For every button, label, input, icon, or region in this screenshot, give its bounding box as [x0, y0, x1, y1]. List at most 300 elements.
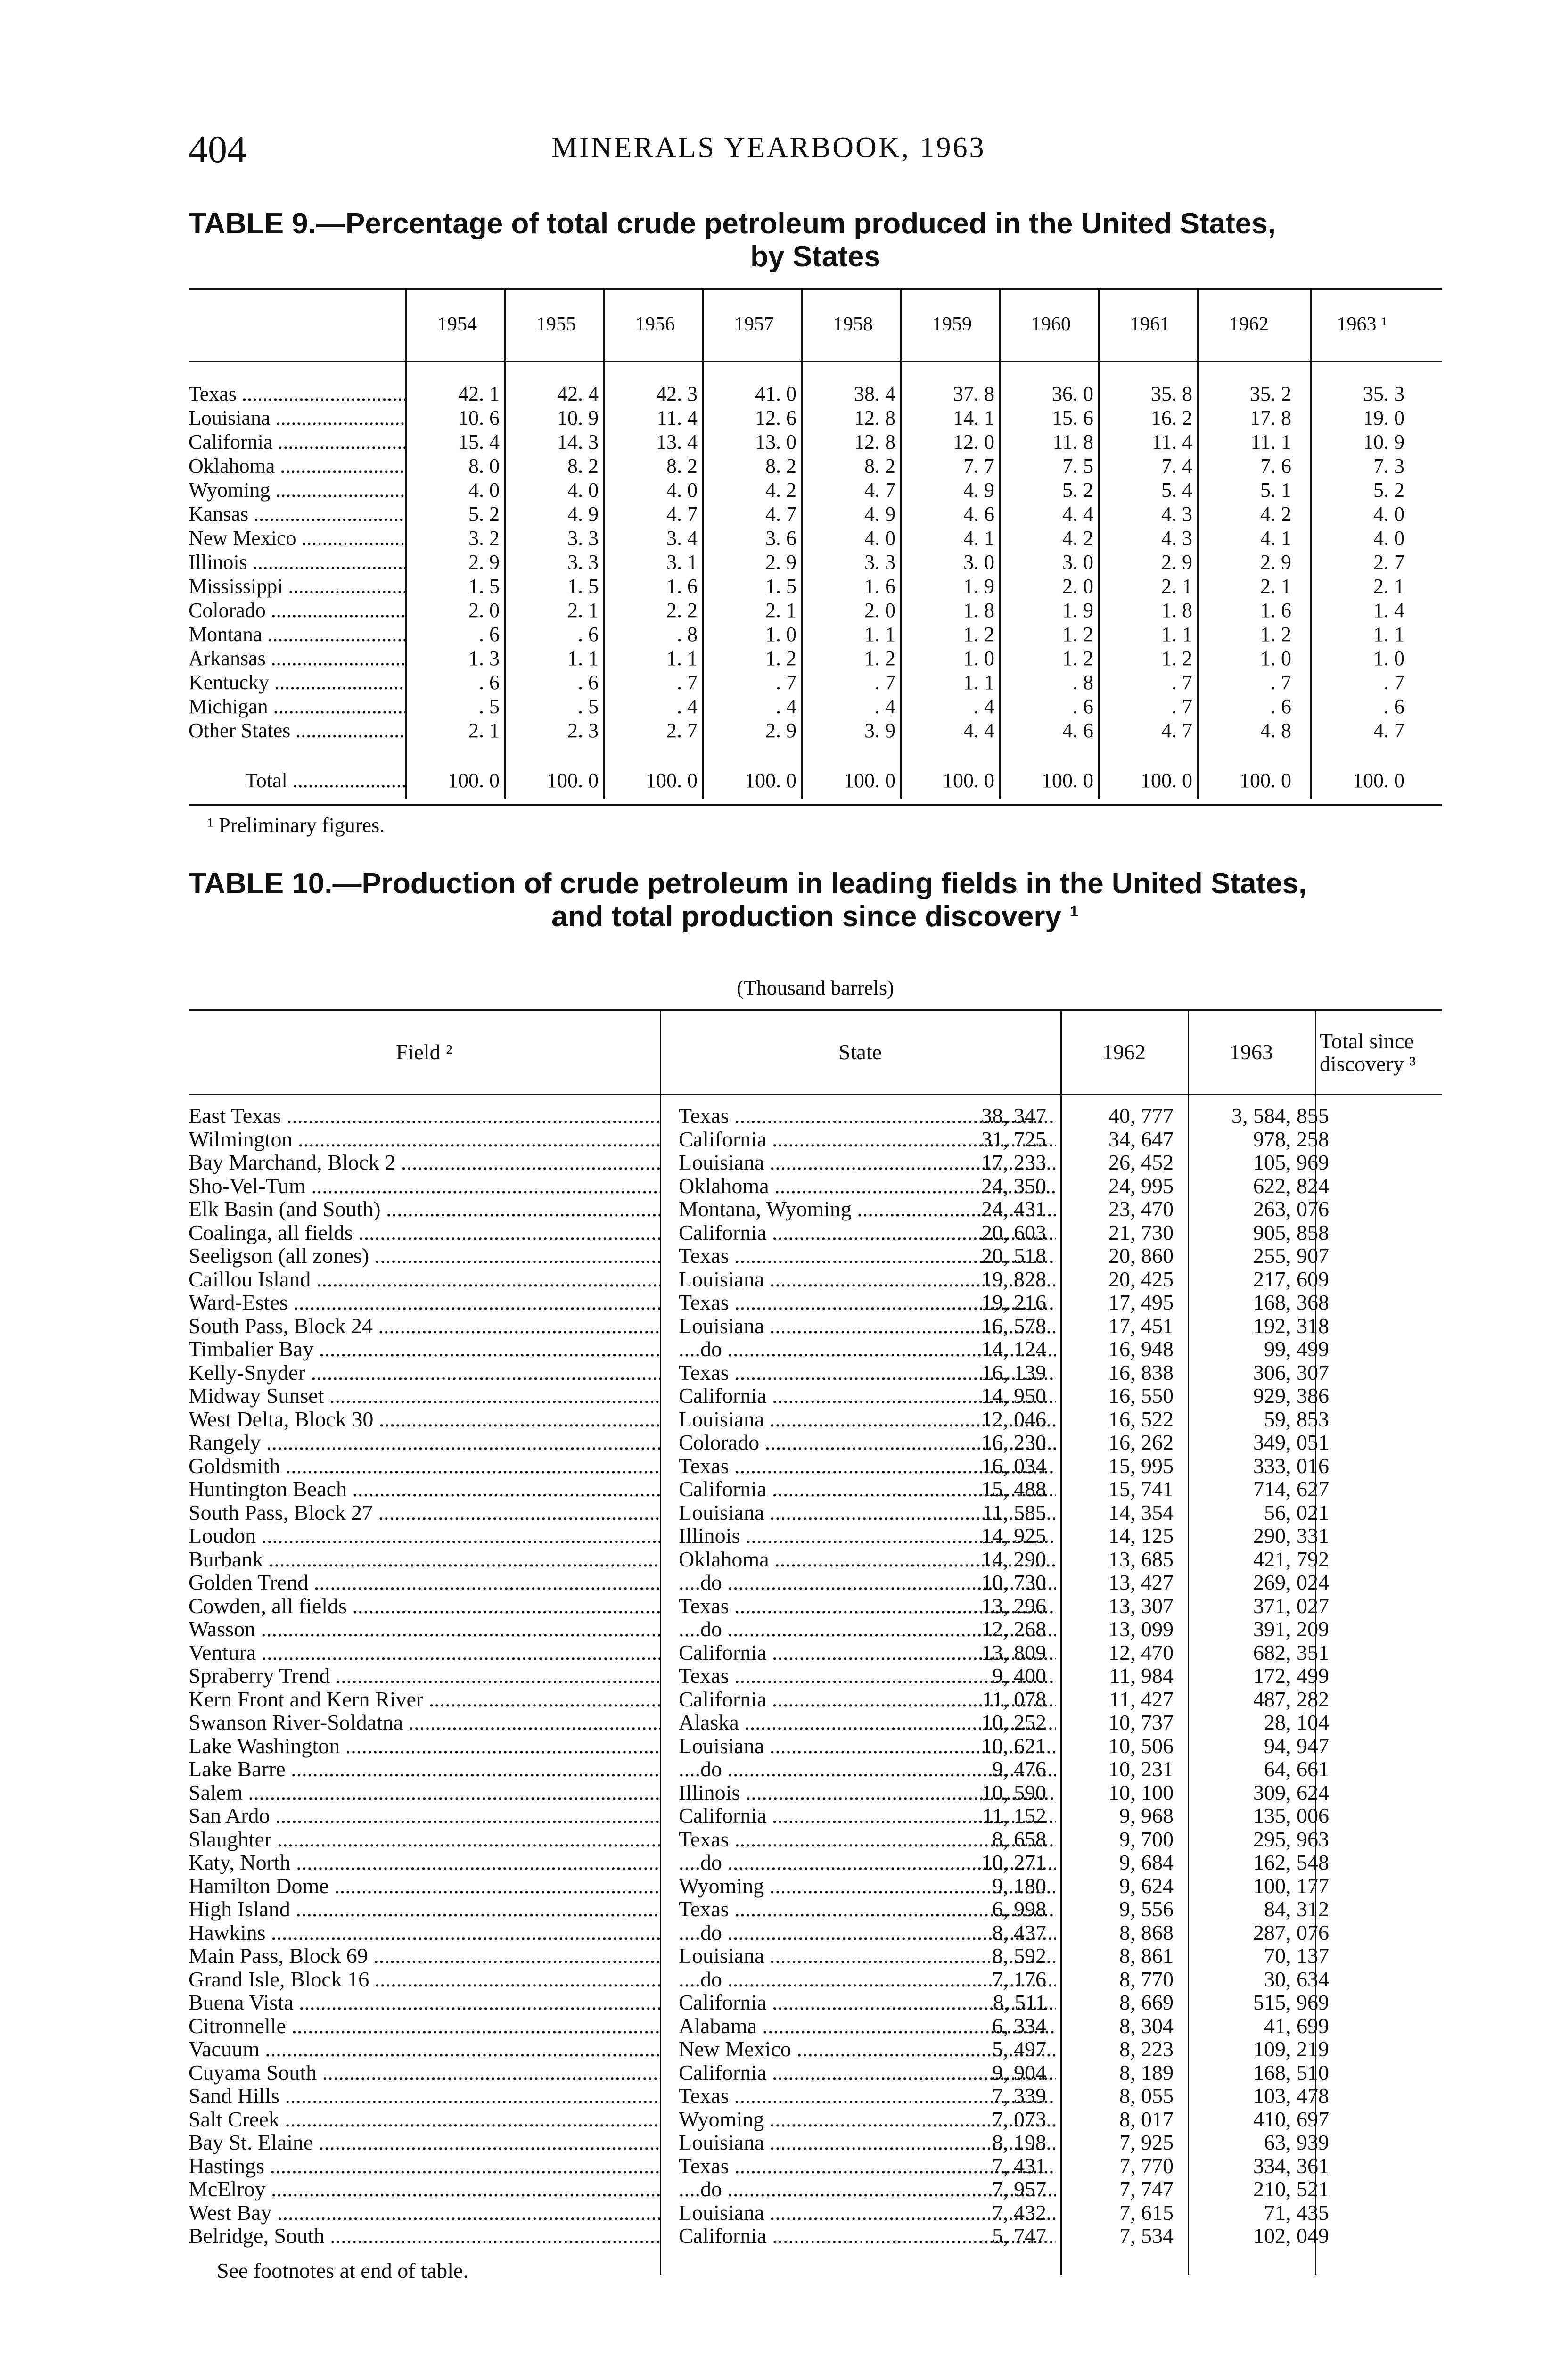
state-name: Montana .....	[189, 622, 405, 646]
field-name: Golden Trend .....	[189, 1570, 660, 1595]
production-1963: 10, 737	[1108, 1710, 1174, 1734]
production-1962: 16, 230	[981, 1430, 1046, 1454]
table9-divider	[603, 290, 605, 799]
total-since-discovery: 63, 939	[1264, 2130, 1329, 2154]
percent-value: 11. 4	[1151, 430, 1192, 453]
state-name: Oklahoma .....	[679, 1173, 1056, 1198]
page-number: 404	[189, 128, 246, 171]
percent-value: 4. 7	[666, 503, 698, 526]
production-1962: 9, 400	[992, 1664, 1046, 1688]
table9-divider	[405, 290, 407, 799]
percent-value: 4. 4	[963, 719, 994, 742]
production-1963: 7, 770	[1119, 2153, 1174, 2178]
table-row	[189, 1873, 1442, 1897]
field-name: Salem .....	[189, 1780, 660, 1805]
percent-value: 1. 6	[666, 575, 698, 598]
percent-value: 4. 3	[1161, 503, 1192, 526]
table9-divider	[702, 290, 704, 799]
table9-top-rule	[189, 288, 1442, 290]
table-row	[189, 1336, 1442, 1360]
production-1962: 14, 925	[981, 1524, 1046, 1548]
total-since-discovery: 172, 499	[1253, 1664, 1329, 1688]
table10-title-line1: TABLE 10.—Production of crude petroleum in leading fields in the United States,	[189, 867, 1307, 900]
percent-value: 1. 2	[1260, 623, 1291, 646]
field-name: Caillou Island .....	[189, 1267, 660, 1292]
table9-year-header: 1961	[1130, 313, 1170, 335]
percent-value: 3. 0	[1062, 551, 1093, 574]
table-row	[189, 1780, 1442, 1804]
table9-year-header: 1958	[833, 313, 873, 335]
percent-value: 1. 1	[1161, 623, 1192, 646]
percent-value: 1. 1	[1373, 623, 1404, 646]
table10-col-state: State	[838, 1040, 882, 1064]
percent-value: . 4	[974, 695, 994, 718]
production-1962: 5, 747	[992, 2224, 1046, 2248]
percent-value: 3. 4	[666, 527, 698, 550]
state-name: Texas .....	[679, 1896, 1056, 1921]
production-1963: 8, 669	[1119, 1990, 1174, 2014]
field-name: Salt Creek .....	[189, 2107, 660, 2132]
state-name: California .....	[679, 2223, 1056, 2248]
table-row	[189, 1150, 1442, 1173]
table-row	[189, 2083, 1442, 2107]
total-value: 100. 0	[943, 769, 994, 792]
field-name: Grand Isle, Block 16 .....	[189, 1967, 660, 1992]
percent-value: 2. 9	[1260, 551, 1291, 574]
percent-value: 1. 1	[963, 671, 994, 694]
production-1962: 17, 233	[981, 1150, 1046, 1174]
percent-value: 12. 8	[854, 430, 895, 453]
state-name: California .....	[679, 1803, 1056, 1828]
field-name: Burbank .....	[189, 1547, 660, 1572]
field-name: San Ardo .....	[189, 1803, 660, 1828]
total-since-discovery: 714, 627	[1253, 1477, 1329, 1501]
state-name: Louisiana .....	[679, 2200, 1056, 2225]
production-1963: 15, 995	[1108, 1453, 1174, 1478]
percent-value: 2. 9	[765, 551, 796, 574]
table-row	[189, 1967, 1442, 1990]
percent-value: 2. 9	[468, 551, 500, 574]
field-name: Loudon .....	[189, 1523, 660, 1548]
production-1963: 9, 684	[1119, 1850, 1174, 1874]
total-since-discovery: 255, 907	[1253, 1244, 1329, 1268]
total-since-discovery: 84, 312	[1264, 1897, 1329, 1921]
total-value: 100. 0	[1353, 769, 1404, 792]
field-name: Lake Washington .....	[189, 1733, 660, 1758]
percent-value: 4. 9	[963, 478, 994, 502]
production-1963: 7, 615	[1119, 2200, 1174, 2225]
table-row	[189, 1500, 1442, 1524]
table-row	[189, 646, 1442, 670]
production-1963: 16, 522	[1108, 1407, 1174, 1431]
percent-value: 7. 6	[1260, 454, 1291, 478]
state-name: California .....	[679, 1476, 1056, 1501]
production-1962: 8, 592	[992, 1944, 1046, 1968]
field-name: Hastings .....	[189, 2153, 660, 2178]
total-since-discovery: 421, 792	[1253, 1547, 1329, 1571]
percent-value: . 4	[677, 695, 698, 718]
total-since-discovery: 306, 307	[1253, 1360, 1329, 1385]
percent-value: 3. 1	[666, 551, 698, 574]
production-1962: 16, 034	[981, 1453, 1046, 1478]
total-since-discovery: 162, 548	[1253, 1850, 1329, 1874]
percent-value: 3. 9	[864, 719, 895, 742]
production-1962: 7, 432	[992, 2200, 1046, 2225]
field-name: Seeligson (all zones) .....	[189, 1243, 660, 1268]
percent-value: 1. 1	[864, 623, 895, 646]
table-row	[189, 1570, 1442, 1593]
table-row	[189, 1453, 1442, 1477]
field-name: Sand Hills .....	[189, 2083, 660, 2108]
field-name: Hamilton Dome .....	[189, 1873, 660, 1898]
table-row	[189, 526, 1442, 550]
percent-value: 3. 3	[567, 551, 599, 574]
state-name: Illinois .....	[679, 1780, 1056, 1805]
state-name: Alaska .....	[679, 1710, 1056, 1735]
percent-value: 7. 4	[1161, 454, 1192, 478]
state-name: Texas .....	[679, 2153, 1056, 2178]
percent-value: 15. 4	[458, 430, 500, 453]
percent-value: 1. 0	[963, 647, 994, 670]
state-name: Montana, Wyoming .....	[679, 1196, 1056, 1221]
percent-value: 5. 2	[468, 503, 500, 526]
percent-value: 3. 2	[468, 527, 500, 550]
production-1963: 15, 741	[1108, 1477, 1174, 1501]
percent-value: 1. 4	[1373, 599, 1404, 622]
total-since-discovery: 210, 521	[1253, 2177, 1329, 2201]
state-name: Louisiana .....	[679, 1313, 1056, 1338]
percent-value: 11. 1	[1250, 430, 1291, 453]
state-name: Louisiana .....	[679, 1407, 1056, 1432]
total-since-discovery: 287, 076	[1253, 1920, 1329, 1945]
total-value: 100. 0	[448, 769, 500, 792]
percent-value: 8. 2	[864, 454, 895, 478]
production-1963: 7, 534	[1119, 2224, 1174, 2248]
table-row	[189, 1127, 1442, 1150]
percent-value: 1. 2	[963, 623, 994, 646]
table-row	[189, 2223, 1442, 2247]
total-since-discovery: 371, 027	[1253, 1593, 1329, 1618]
total-value: 100. 0	[1042, 769, 1093, 792]
total-since-discovery: 102, 049	[1253, 2224, 1329, 2248]
total-value: 100. 0	[1240, 769, 1291, 792]
state-name: ....do .....	[679, 1336, 1056, 1361]
state-name: Kentucky .....	[189, 670, 405, 694]
state-name: Kansas .....	[189, 502, 405, 526]
table10-top-rule	[189, 1009, 1442, 1011]
percent-value: 4. 6	[963, 503, 994, 526]
production-1963: 8, 868	[1119, 1920, 1174, 1945]
total-since-discovery: 41, 699	[1264, 2013, 1329, 2038]
table-row	[189, 1616, 1442, 1640]
production-1962: 7, 339	[992, 2084, 1046, 2108]
field-name: Wilmington .....	[189, 1127, 660, 1152]
production-1963: 10, 506	[1108, 1733, 1174, 1758]
production-1962: 19, 828	[981, 1267, 1046, 1291]
production-1962: 6, 334	[992, 2013, 1046, 2038]
production-1963: 8, 861	[1119, 1944, 1174, 1968]
total-since-discovery: 487, 282	[1253, 1687, 1329, 1711]
percent-value: 42. 4	[557, 382, 599, 405]
production-1963: 16, 262	[1108, 1430, 1174, 1454]
table9-divider	[1098, 290, 1100, 799]
table9-year-header: 1954	[437, 313, 477, 335]
percent-value: 1. 9	[963, 575, 994, 598]
table-row	[189, 1803, 1442, 1827]
production-1962: 7, 176	[992, 1967, 1046, 1991]
state-name: ....do .....	[679, 1616, 1056, 1641]
field-name: Swanson River-Soldatna .....	[189, 1710, 660, 1735]
percent-value: 7. 7	[963, 454, 994, 478]
percent-value: 19. 0	[1363, 406, 1404, 429]
table-row	[189, 622, 1442, 646]
percent-value: 1. 0	[765, 623, 796, 646]
table-row	[189, 430, 1442, 453]
percent-value: 16. 2	[1151, 406, 1192, 429]
total-value: 100. 0	[844, 769, 895, 792]
production-1963: 8, 055	[1119, 2084, 1174, 2108]
state-name: California .....	[679, 1687, 1056, 1712]
percent-value: 4. 3	[1161, 527, 1192, 550]
production-1962: 8, 511	[993, 1990, 1046, 2014]
production-1962: 10, 621	[981, 1733, 1046, 1758]
table-row	[189, 382, 1442, 405]
table9-title-line1: TABLE 9.—Percentage of total crude petroleum produced in the United States,	[189, 207, 1276, 240]
percent-value: 12. 0	[953, 430, 994, 453]
table10-header-rule	[189, 1094, 1442, 1095]
total-since-discovery: 56, 021	[1264, 1500, 1329, 1525]
table-row	[189, 670, 1442, 694]
percent-value: 12. 6	[755, 406, 796, 429]
running-title: MINERALS YEARBOOK, 1963	[551, 132, 986, 164]
production-1962: 9, 904	[992, 2060, 1046, 2085]
table-row	[189, 1103, 1442, 1127]
percent-value: 10. 9	[1363, 430, 1404, 453]
percent-value: 7. 5	[1062, 454, 1093, 478]
percent-value: 5. 1	[1260, 478, 1291, 502]
percent-value: 11. 4	[657, 406, 698, 429]
production-1962: 9, 180	[992, 1873, 1046, 1898]
table-row	[189, 1850, 1442, 1873]
field-name: Rangely .....	[189, 1430, 660, 1455]
total-since-discovery: 290, 331	[1253, 1524, 1329, 1548]
percent-value: 8. 2	[666, 454, 698, 478]
percent-value: 1. 5	[765, 575, 796, 598]
table9-title-line2: by States	[750, 240, 880, 273]
percent-value: 2. 1	[1373, 575, 1404, 598]
table9-divider	[900, 290, 902, 799]
table-row	[189, 718, 1442, 742]
production-1962: 16, 578	[981, 1313, 1046, 1338]
percent-value: 2. 0	[864, 599, 895, 622]
total-since-discovery: 3, 584, 855	[1231, 1104, 1329, 1128]
state-name: Arkansas .....	[189, 646, 405, 670]
percent-value: 3. 6	[765, 527, 796, 550]
percent-value: 3. 3	[567, 527, 599, 550]
percent-value: 4. 2	[1260, 503, 1291, 526]
percent-value: 41. 0	[755, 382, 796, 405]
table-row	[189, 1360, 1442, 1384]
percent-value: . 6	[578, 623, 599, 646]
percent-value: . 6	[1271, 695, 1291, 718]
production-1962: 14, 950	[981, 1384, 1046, 1408]
field-name: West Delta, Block 30 .....	[189, 1407, 660, 1432]
table-row	[189, 406, 1442, 429]
production-1963: 8, 770	[1119, 1967, 1174, 1991]
table-row	[189, 1756, 1442, 1780]
total-since-discovery: 905, 858	[1253, 1220, 1329, 1244]
state-name: Texas .....	[679, 1243, 1056, 1268]
table10-col-total-line1: Total since	[1320, 1029, 1414, 1053]
production-1962: 11, 078	[982, 1687, 1046, 1711]
percent-value: 3. 3	[864, 551, 895, 574]
production-1963: 16, 550	[1108, 1384, 1174, 1408]
field-name: Wasson .....	[189, 1616, 660, 1641]
production-1963: 10, 231	[1108, 1757, 1174, 1781]
state-name: Louisiana .....	[679, 1267, 1056, 1292]
state-name: Oklahoma .....	[679, 1547, 1056, 1572]
state-name: Louisiana .....	[679, 1733, 1056, 1758]
field-name: Buena Vista .....	[189, 1990, 660, 2015]
total-since-discovery: 515, 969	[1253, 1990, 1329, 2014]
field-name: Cuyama South .....	[189, 2060, 660, 2085]
field-name: Vacuum .....	[189, 2036, 660, 2061]
state-name: Illinois .....	[189, 550, 405, 574]
production-1963: 21, 730	[1108, 1220, 1174, 1244]
table10-col-field: Field ²	[396, 1040, 452, 1064]
state-name: ....do .....	[679, 1967, 1056, 1992]
state-name: New Mexico .....	[679, 2036, 1056, 2061]
percent-value: 38. 4	[854, 382, 895, 405]
table-row	[189, 1220, 1442, 1244]
state-name: California .....	[679, 1990, 1056, 2015]
total-since-discovery: 349, 051	[1253, 1430, 1329, 1454]
table-row	[189, 1687, 1442, 1710]
field-name: Katy, North .....	[189, 1850, 660, 1875]
state-name: Mississippi .....	[189, 574, 405, 598]
table-row	[189, 1196, 1442, 1220]
field-name: Slaughter .....	[189, 1827, 660, 1852]
production-1963: 9, 700	[1119, 1827, 1174, 1851]
table-row	[189, 1896, 1442, 1920]
table-row	[189, 1593, 1442, 1617]
table9-year-header: 1959	[932, 313, 972, 335]
production-1962: 20, 518	[981, 1244, 1046, 1268]
total-since-discovery: 978, 258	[1253, 1127, 1329, 1151]
percent-value: 1. 5	[567, 575, 599, 598]
table10-col-1962: 1962	[1102, 1040, 1146, 1064]
state-name: Texas .....	[679, 1103, 1056, 1128]
production-1963: 23, 470	[1108, 1197, 1174, 1221]
production-1963: 20, 425	[1108, 1267, 1174, 1291]
production-1962: 8, 658	[992, 1827, 1046, 1851]
percent-value: 2. 1	[1260, 575, 1291, 598]
total-since-discovery: 192, 318	[1253, 1313, 1329, 1338]
state-name: Louisiana .....	[679, 1500, 1056, 1525]
percent-value: . 7	[677, 671, 698, 694]
production-1963: 10, 100	[1108, 1780, 1174, 1805]
table9-footnote: ¹ Preliminary figures.	[207, 814, 385, 837]
field-name: Coalinga, all fields .....	[189, 1220, 660, 1245]
table9-total-row	[189, 768, 1442, 792]
state-name: Texas .....	[679, 1663, 1056, 1688]
field-name: South Pass, Block 24 .....	[189, 1313, 660, 1338]
table9-year-header: 1956	[635, 313, 675, 335]
production-1962: 11, 152	[982, 1804, 1046, 1828]
percent-value: 1. 1	[666, 647, 698, 670]
field-name: Huntington Beach .....	[189, 1476, 660, 1501]
table-row	[189, 1523, 1442, 1547]
field-name: Midway Sunset .....	[189, 1383, 660, 1408]
field-name: West Bay .....	[189, 2200, 660, 2225]
percent-value: 4. 0	[864, 527, 895, 550]
table9-divider	[504, 290, 506, 799]
state-name: California .....	[189, 430, 405, 454]
field-name: Sho-Vel-Tum .....	[189, 1173, 660, 1198]
table-row	[189, 1173, 1442, 1197]
percent-value: . 7	[1172, 695, 1192, 718]
table10-title-line2: and total production since discovery ¹	[551, 900, 1079, 933]
production-1963: 17, 495	[1108, 1290, 1174, 1314]
table-row	[189, 550, 1442, 574]
field-name: Spraberry Trend .....	[189, 1663, 660, 1688]
total-since-discovery: 94, 947	[1264, 1733, 1329, 1758]
total-since-discovery: 135, 006	[1253, 1804, 1329, 1828]
table-row	[189, 454, 1442, 478]
percent-value: 1. 2	[765, 647, 796, 670]
percent-value: 4. 0	[1373, 527, 1404, 550]
production-1963: 8, 304	[1119, 2013, 1174, 2038]
percent-value: . 4	[875, 695, 895, 718]
state-name: Texas .....	[679, 2083, 1056, 2108]
production-1963: 17, 451	[1108, 1313, 1174, 1338]
table-row	[189, 2176, 1442, 2200]
percent-value: . 6	[1073, 695, 1093, 718]
state-name: Louisiana .....	[679, 1943, 1056, 1968]
field-name: Belridge, South .....	[189, 2223, 660, 2248]
total-since-discovery: 295, 963	[1253, 1827, 1329, 1851]
percent-value: 2. 1	[765, 599, 796, 622]
table-row	[189, 694, 1442, 718]
state-name: California .....	[679, 1640, 1056, 1665]
percent-value: . 6	[578, 671, 599, 694]
percent-value: 4. 0	[468, 478, 500, 502]
production-1962: 7, 431	[992, 2153, 1046, 2178]
total-value: 100. 0	[1141, 769, 1192, 792]
production-1962: 15, 488	[981, 1477, 1046, 1501]
percent-value: . 6	[479, 623, 500, 646]
field-name: Ward-Estes .....	[189, 1290, 660, 1315]
production-1963: 9, 624	[1119, 1873, 1174, 1898]
production-1962: 8, 198	[992, 2130, 1046, 2154]
table-row	[189, 598, 1442, 622]
total-since-discovery: 682, 351	[1253, 1640, 1329, 1665]
production-1963: 13, 099	[1108, 1617, 1174, 1641]
production-1963: 7, 747	[1119, 2177, 1174, 2201]
page-header	[189, 127, 1442, 179]
total-since-discovery: 100, 177	[1253, 1873, 1329, 1898]
percent-value: 7. 3	[1373, 454, 1404, 478]
table10-unit: (Thousand barrels)	[737, 976, 894, 999]
production-1963: 14, 125	[1108, 1524, 1174, 1548]
state-name: ....do .....	[679, 1920, 1056, 1945]
production-1962: 24, 431	[981, 1197, 1046, 1221]
percent-value: 1. 9	[1062, 599, 1093, 622]
total-since-discovery: 30, 634	[1264, 1967, 1329, 1991]
state-name: Colorado .....	[679, 1430, 1056, 1455]
percent-value: 14. 3	[557, 430, 599, 453]
percent-value: 4. 2	[765, 478, 796, 502]
